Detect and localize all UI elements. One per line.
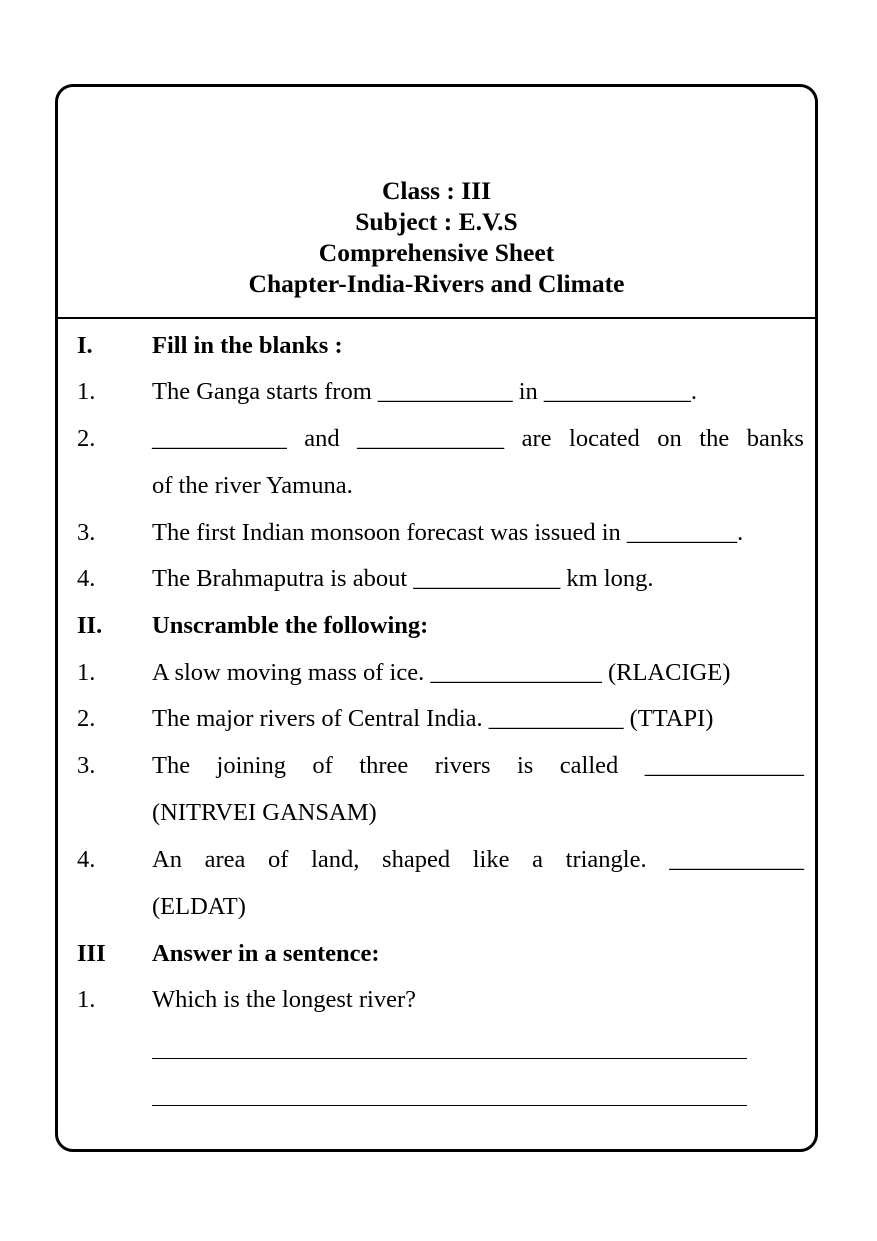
word: is [516,752,534,779]
section-title: Unscramble the following: [152,612,429,639]
sheet-title: Comprehensive Sheet [318,238,555,267]
section-title: Answer in a sentence: [152,940,380,967]
question-text: A slow moving mass of ice. ______________ (RLACIGE) [152,659,731,686]
question-text: The major rivers of Central India. ___________ (TTAPI) [152,705,714,732]
chapter-title: Chapter-India-Rivers and Climate [248,269,625,298]
question-number: 3. [77,752,96,779]
section-title: Fill in the blanks : [152,332,343,359]
question-text-justified [152,752,804,780]
question-number: 2. [77,705,96,732]
question-number: 4. [77,565,96,592]
section-numeral: III [77,940,106,967]
word: like [472,846,510,873]
question-number: 1. [77,378,96,405]
worksheet-frame [55,84,818,1152]
word: area [204,846,246,873]
word: of [312,752,333,779]
question-text: (NITRVEI GANSAM) [152,799,377,826]
word: land, [311,846,360,873]
question-text: The first Indian monsoon forecast was issued in _________. [152,519,744,546]
word: of [268,846,289,873]
question-number: 2. [77,425,96,452]
word: An [152,846,182,873]
word: triangle. [565,846,647,873]
word: called [559,752,619,779]
word: The [152,752,191,779]
question-text: (ELDAT) [152,893,246,920]
word: are [521,425,552,452]
word: a [532,846,543,873]
question-text: of the river Yamuna. [152,472,353,499]
blank: ___________ [669,846,804,873]
subject-line: Subject : E.V.S [355,207,518,236]
question-text: The Brahmaputra is about ____________ km long. [152,565,654,592]
section-numeral: I. [77,332,93,359]
class-line: Class : III [381,176,492,205]
word: banks [746,425,804,452]
question-number: 3. [77,519,96,546]
answer-line [152,1058,747,1059]
word: shaped [382,846,451,873]
word: three [359,752,409,779]
question-number: 4. [77,846,96,873]
blank: _____________ [644,752,804,779]
answer-line [152,1105,747,1106]
question-number: 1. [77,659,96,686]
word: the [699,425,730,452]
blank: ____________ [357,425,505,452]
word: located [569,425,640,452]
question-number: 1. [77,986,96,1013]
word: and [304,425,340,452]
header-title-block [58,175,815,299]
blank: ___________ [152,425,287,452]
word: rivers [434,752,491,779]
word: joining [216,752,286,779]
question-text: The Ganga starts from ___________ in ____________. [152,378,698,405]
section-numeral: II. [77,612,103,639]
worksheet-header [58,87,815,319]
question-text-justified [152,846,804,874]
question-text-justified [152,425,804,453]
word: on [657,425,682,452]
question-text: Which is the longest river? [152,986,416,1013]
